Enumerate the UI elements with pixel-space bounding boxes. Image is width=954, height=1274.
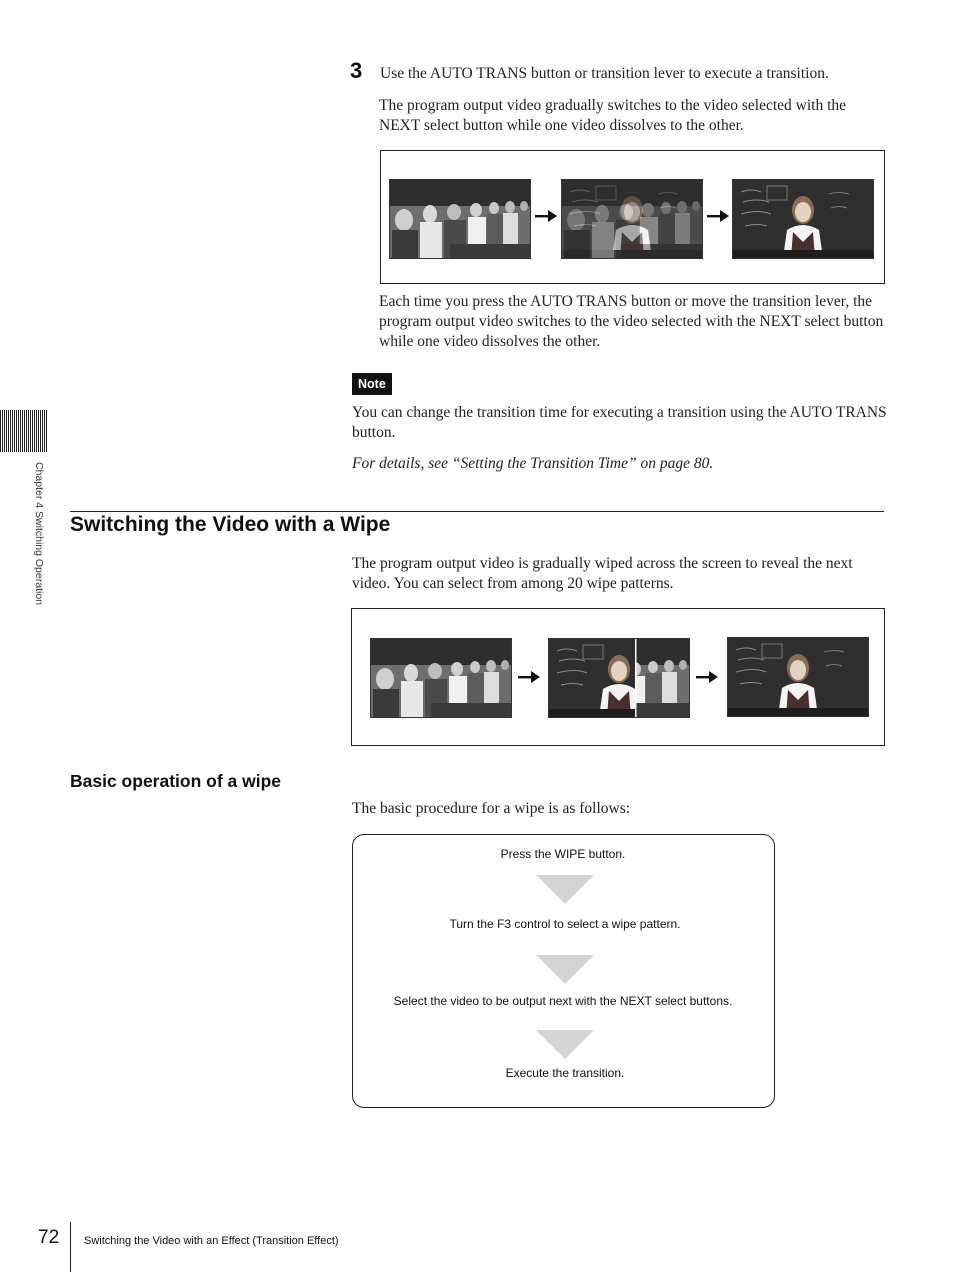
flow-step: Execute the transition. <box>505 1066 625 1080</box>
down-arrow-icon <box>536 1030 594 1059</box>
right-arrow-icon <box>696 670 718 684</box>
footer-divider <box>70 1222 71 1272</box>
flow-step: Press the WIPE button. <box>500 847 626 861</box>
section-title: Switching the Video with a Wipe <box>70 513 391 536</box>
down-arrow-icon <box>536 875 594 904</box>
right-arrow-icon <box>535 209 557 223</box>
page-number: 72 <box>38 1227 60 1248</box>
section-intro: The program output video is gradually wiped across the screen to reveal the next video. You can select from among 20 wipe patterns. <box>352 555 853 592</box>
flow-step: Turn the F3 control to select a wipe pattern. <box>449 917 681 931</box>
down-arrow-icon <box>536 955 594 984</box>
procedure-flowchart <box>352 834 775 1108</box>
wipe-photo <box>548 638 690 718</box>
chapter-tab-marker <box>0 410 48 452</box>
note-badge: Note <box>352 373 392 395</box>
note-reference: For details, see “Setting the Transition Time” on page 80. <box>352 455 714 472</box>
step-followup: Each time you press the AUTO TRANS button or move the transition lever, the program output video switches to the video selected with the NEXT select button while one video dissolves the other. <box>379 293 884 350</box>
dissolve-figure <box>380 150 885 284</box>
audience-photo <box>370 638 512 718</box>
running-title: Switching the Video with an Effect (Transition Effect) <box>84 1235 339 1247</box>
teacher-photo <box>727 637 869 717</box>
teacher-photo <box>732 179 874 259</box>
step-description: The program output video gradually switches to the video selected with the NEXT select button while one video dissolves to the other. <box>379 97 847 134</box>
right-arrow-icon <box>518 670 540 684</box>
wipe-figure <box>351 608 885 746</box>
step-instruction: Use the AUTO TRANS button or transition lever to execute a transition. <box>380 65 829 82</box>
audience-photo <box>389 179 531 259</box>
subsection-title: Basic operation of a wipe <box>70 771 282 791</box>
subsection-intro: The basic procedure for a wipe is as follows: <box>352 800 631 817</box>
dissolve-photo <box>561 179 703 259</box>
chapter-label: Chapter 4 Switching Operation <box>33 462 45 605</box>
flow-step: Select the video to be output next with the NEXT select buttons. <box>393 994 733 1008</box>
section-rule <box>70 511 884 512</box>
right-arrow-icon <box>707 209 729 223</box>
note-text: You can change the transition time for executing a transition using the AUTO TRANS button. <box>352 404 887 441</box>
step-number: 3 <box>350 58 363 83</box>
